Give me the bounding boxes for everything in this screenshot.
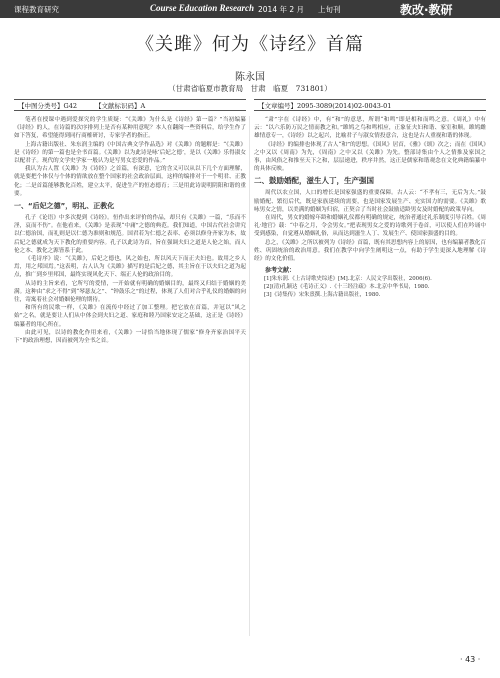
body-paragraph: 由此可见，以诗的教化作用来看，《关雎》一诗恰当地体现了儒家“修身齐家治国平天下”的政治理想，因而被列为全书之首。 [14,329,246,345]
article-number-row [254,99,486,111]
journal-name-en: Course Education Research [150,3,255,13]
page-number: · 43 · [460,655,481,664]
section-label: 教改·教研 [400,3,453,17]
body-paragraph: 上海古籍出版社、朱东润主编的《中国古典文学作品选》对《关雎》的题解是：“《关雎》是《诗经》的第一篇也是全书首篇。《关雎》以为此诗是咏‘后妃之德’，是以《关雎》乐得淑女以配君子。现代的文学史学家一般认为是写男女恋爱的作品。” [14,141,246,165]
body-paragraph: 笔者在授课中遇到爱探究的学生质疑：“《关雎》为什么是《诗经》第一篇？”当初编纂《诗经》的人，在诗篇的次序排列上是否有某种用意呢？本人在翻阅一些资料后，给学生作了如下答复，希望能得到同行商榷研讨，专家学者的指正。 [14,117,246,140]
body-paragraph: 我认为古人置《关雎》为《诗经》之首篇，有深意，它的含义可以从以下几个方面理解，就是要把个体仅与个体的情欲放在整个国家的社会政治层面，这样的编排对于一个明君、正教化；二是首篇能够教化百姓，建立太平，促进生产的恒态德育；三是用此诗说明阴阳和谐的重要。 [14,166,246,197]
journal-header-bar [0,0,500,18]
issue-date: 2014 年 2 月 [258,5,305,14]
body-paragraph: 和所有的民歌一样，《关雎》在流传中经过了加工整理。把它放在首篇，并冠以“风之始”之名，就是要让人们从中体会到夫妇之道、家庭和睦乃国家安定之基础，这正是《诗经》编纂者的用心所在。 [14,305,246,328]
classification-row [14,99,246,111]
author-affiliation: （甘肃省临夏市教育局 甘肃 临夏 731801） [168,84,332,93]
body-paragraph: 在周代，男女的婚嫁年龄和婚姻礼仪都有明确的规定，统治者通过礼乐制度引导百姓。《周礼·地官》载：“中春之月，令会男女。”把表现男女之爱的诗歌列于卷首，可以使人们在吟诵中受到感染，自觉遵从婚姻礼俗，从而达到滋生人丁、发展生产、使国家强盛的目的。 [254,215,486,238]
right-column [254,116,486,656]
body-paragraph: 《诗经》的编排也体现了古人“和”的思想。《国风》居首，《雅》《颂》次之；而在《国风》之中又以《周南》为先，《周南》之中又以《关雎》为先。整部诗集由个人之情推及家国之事，由风俗之和推至天下之和，层层递进，秩序井然，这正是儒家和谐观念在文化典籍编纂中的具体反映。 [254,141,486,173]
body-paragraph: 孔子《论语》中多次提到《诗经》。恒作出来评价的作品，却只有《关雎》一篇，“乐而不淫，哀而不伤”。在他看来，《关雎》是表现“中庸”之德的典范。我们知道，中国古代社会讲究以仁德治国，而礼则是以仁德为准则和规范。国君若为仁德之表率、必须以修身齐家为本，故后妃之德就成为天下教化的重要内容。孔子以此诗为首，旨在强调夫妇之道是人伦之始，而人伦之本、教化之源皆系于此。 [14,215,246,254]
body-paragraph: 总之，《关雎》之所以被列为《诗经》首篇，既有其思想内容上的原因，也有编纂者教化百姓、巩固统治的政治用意。我们在教学中向学生阐明这一点，有助于学生更深入地理解《诗经》的文化价值。 [254,239,486,263]
section-heading-2: 二、鼓励婚配，滋生人丁，生产强国 [254,176,374,186]
reference-item: [2](清)孔颖达《毛诗正义》.《十三经注疏》本.北京中华书局，1980. [264,284,430,291]
body-paragraph: “肃”字在《诗经》中，有“和”的意思，所谓“和鸣”即是相和而鸣之意。《周礼》中有云：“以六乐防万民之情而教之和。”雎鸠之鸟和鸣相应，正象征夫妇和谐、家室和顺。雎鸠雌雄情意专一，《诗经》以之起兴，比喻君子与淑女情投意合，这也是古人重视和谐的体现。 [254,117,486,140]
body-paragraph: 《毛诗序》说：“《关雎》，后妃之德也，风之始也，所以风天下而正夫妇也。故用之乡人焉，用之邦国焉。”这表明，古人认为《关雎》描写的是后妃之德，其主旨在于以夫妇之道为起点，推广到乡里邦国，最终实现风化天下、端正人伦的政治目的。 [14,256,246,279]
document-code: 【文献标识码】A [94,101,146,110]
reference-item: [1]朱东润.《上古诗歌史综述》[M].北京：人民文学出版社，2006(6). [264,276,432,283]
issue-label: 上旬刊 [318,5,341,14]
clc-number: 【中图分类号】G42 [18,101,77,110]
references-heading: 参考文献： [265,267,296,275]
article-author: 陈永国 [235,72,265,83]
reference-item: [3]《诗集传》宋朱熹撰.上海古籍出版社，1980. [264,292,381,299]
section-heading-1: 一、“后妃之德”，明礼、正教化 [14,202,115,211]
body-paragraph: 从诗的主旨来看，它所写的爱情，一开始就有明确的婚姻目的，最终又归结于婚姻的美满。这种由“求之不得”到“琴瑟友之”、“钟鼓乐之”的过程，体现了人们对合乎礼仪的婚姻的向往，寄寓着社会对婚姻伦理的期待。 [14,280,246,304]
article-title: 《关雎》何为《诗经》首篇 [136,34,364,55]
left-column [14,116,246,638]
body-paragraph: 周代以农立国，人口的增长是国家强盛的重要保障。古人云：“不孝有三，无后为大。”鼓励婚配、繁衍后代，既是家族延续的需要，也是国家发展生产、充实国力的需要。《关雎》歌咏男女之情，以美满的婚姻为归宿，正契合了当时社会鼓励适龄男女及时婚配的政策导向。 [254,190,486,213]
journal-name-cn: 课程教育研究 [14,5,59,14]
article-number: 【文章编号】2095-3089(2014)02-0043-01 [258,101,392,110]
column-divider [249,116,250,636]
